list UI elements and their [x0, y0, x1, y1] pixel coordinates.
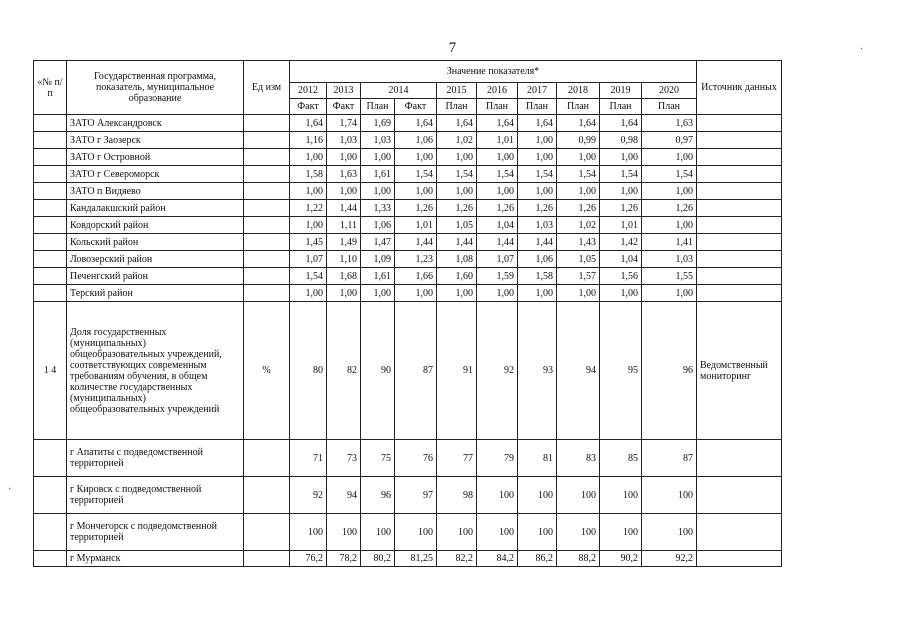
- table-row: [34, 268, 782, 285]
- value-cell: 1,44: [395, 234, 437, 251]
- year-header: 2013: [327, 83, 361, 99]
- row-unit: [244, 268, 290, 285]
- row-name: г Мурманск: [67, 551, 244, 567]
- type-header: Факт: [327, 99, 361, 115]
- value-cell: 1,61: [361, 268, 395, 285]
- row-num: [34, 234, 67, 251]
- value-cell: 1,60: [437, 268, 477, 285]
- value-cell: 100: [477, 477, 518, 514]
- value-cell: 1,22: [290, 200, 327, 217]
- value-cell: 1,03: [518, 217, 557, 234]
- year-header: 2014: [361, 83, 437, 99]
- row-name: ЗАТО г Островной: [67, 149, 244, 166]
- row-num: [34, 183, 67, 200]
- row-unit: [244, 551, 290, 567]
- table-row: [34, 477, 782, 514]
- value-cell: 1,69: [361, 115, 395, 132]
- row-source: [697, 115, 782, 132]
- table-row: [34, 514, 782, 551]
- value-cell: 1,00: [518, 183, 557, 200]
- year-header: 2020: [642, 83, 697, 99]
- value-cell: 1,63: [327, 166, 361, 183]
- value-cell: 97: [395, 477, 437, 514]
- table-row: [34, 251, 782, 268]
- value-cell: 1,26: [437, 200, 477, 217]
- value-cell: 1,00: [437, 285, 477, 302]
- value-cell: 1,00: [642, 183, 697, 200]
- value-cell: 1,26: [557, 200, 600, 217]
- value-cell: 1,16: [290, 132, 327, 149]
- value-cell: 1,64: [557, 115, 600, 132]
- row-unit: [244, 514, 290, 551]
- type-header: Факт: [290, 99, 327, 115]
- row-num: [34, 440, 67, 477]
- value-cell: 1,26: [600, 200, 642, 217]
- row-name: ЗАТО Александровск: [67, 115, 244, 132]
- value-cell: 1,43: [557, 234, 600, 251]
- row-source: [697, 132, 782, 149]
- value-cell: 1,54: [437, 166, 477, 183]
- row-source: [697, 166, 782, 183]
- value-cell: 1,58: [290, 166, 327, 183]
- value-cell: 85: [600, 440, 642, 477]
- value-cell: 1,54: [477, 166, 518, 183]
- value-cell: 1,00: [518, 285, 557, 302]
- value-cell: 1,00: [290, 285, 327, 302]
- row-num: [34, 200, 67, 217]
- value-cell: 95: [600, 302, 642, 440]
- value-cell: 1,00: [518, 132, 557, 149]
- row-num: [34, 132, 67, 149]
- value-cell: 1,57: [557, 268, 600, 285]
- value-cell: 80,2: [361, 551, 395, 567]
- value-cell: 1,00: [361, 183, 395, 200]
- indicator-table: [33, 60, 782, 567]
- value-cell: 1,64: [437, 115, 477, 132]
- value-cell: 1,26: [395, 200, 437, 217]
- value-cell: 1,64: [477, 115, 518, 132]
- value-cell: 1,54: [600, 166, 642, 183]
- table-row: [34, 200, 782, 217]
- row-num: [34, 514, 67, 551]
- header-unit: Ед изм: [244, 61, 290, 115]
- value-cell: 1,10: [327, 251, 361, 268]
- value-cell: 1,44: [437, 234, 477, 251]
- value-cell: 100: [642, 514, 697, 551]
- row-unit: [244, 251, 290, 268]
- value-cell: 1,54: [395, 166, 437, 183]
- value-cell: 1,26: [642, 200, 697, 217]
- row-num: [34, 149, 67, 166]
- value-cell: 1,11: [327, 217, 361, 234]
- row-unit: [244, 477, 290, 514]
- row-unit: [244, 149, 290, 166]
- type-header: План: [477, 99, 518, 115]
- value-cell: 100: [600, 477, 642, 514]
- value-cell: 1,54: [290, 268, 327, 285]
- value-cell: 1,03: [327, 132, 361, 149]
- table-row: [34, 302, 782, 440]
- header-num: «№ п/п: [34, 61, 67, 115]
- value-cell: 1,33: [361, 200, 395, 217]
- value-cell: 1,00: [600, 285, 642, 302]
- value-cell: 80: [290, 302, 327, 440]
- row-source: [697, 514, 782, 551]
- type-header: План: [642, 99, 697, 115]
- value-cell: 100: [518, 514, 557, 551]
- value-cell: 1,45: [290, 234, 327, 251]
- table-row: [34, 115, 782, 132]
- type-header: План: [437, 99, 477, 115]
- value-cell: 1,00: [518, 149, 557, 166]
- value-cell: 82,2: [437, 551, 477, 567]
- row-num: [34, 166, 67, 183]
- value-cell: 1,64: [395, 115, 437, 132]
- value-cell: 1,00: [395, 149, 437, 166]
- value-cell: 77: [437, 440, 477, 477]
- table-row: [34, 166, 782, 183]
- value-cell: 1,64: [290, 115, 327, 132]
- value-cell: 1,49: [327, 234, 361, 251]
- value-cell: 1,56: [600, 268, 642, 285]
- value-cell: 1,54: [557, 166, 600, 183]
- value-cell: 87: [642, 440, 697, 477]
- year-header: 2016: [477, 83, 518, 99]
- row-name: Терский район: [67, 285, 244, 302]
- value-cell: 84,2: [477, 551, 518, 567]
- value-cell: 1,74: [327, 115, 361, 132]
- value-cell: 1,00: [395, 285, 437, 302]
- value-cell: 1,00: [437, 149, 477, 166]
- row-source: [697, 217, 782, 234]
- row-unit: [244, 115, 290, 132]
- row-name: Ловозерский район: [67, 251, 244, 268]
- value-cell: 0,98: [600, 132, 642, 149]
- row-source: [697, 251, 782, 268]
- value-cell: 83: [557, 440, 600, 477]
- value-cell: 100: [437, 514, 477, 551]
- value-cell: 1,63: [642, 115, 697, 132]
- row-source: [697, 477, 782, 514]
- value-cell: 1,61: [361, 166, 395, 183]
- header-source: Источник данных: [697, 61, 782, 115]
- value-cell: 1,64: [600, 115, 642, 132]
- value-cell: 1,07: [477, 251, 518, 268]
- row-num: [34, 251, 67, 268]
- value-cell: 1,01: [477, 132, 518, 149]
- row-name: Ковдорский район: [67, 217, 244, 234]
- value-cell: 1,01: [600, 217, 642, 234]
- value-cell: 1,00: [290, 217, 327, 234]
- row-unit: [244, 234, 290, 251]
- row-source: [697, 200, 782, 217]
- value-cell: 1,03: [642, 251, 697, 268]
- value-cell: 96: [642, 302, 697, 440]
- value-cell: 1,00: [600, 149, 642, 166]
- table-row: [34, 217, 782, 234]
- value-cell: 75: [361, 440, 395, 477]
- value-cell: 1,00: [557, 149, 600, 166]
- value-cell: 1,00: [642, 149, 697, 166]
- row-source: [697, 234, 782, 251]
- value-cell: 1,09: [361, 251, 395, 268]
- value-cell: 1,00: [361, 285, 395, 302]
- value-cell: 100: [361, 514, 395, 551]
- table-row: [34, 183, 782, 200]
- value-cell: 100: [600, 514, 642, 551]
- value-cell: 1,54: [642, 166, 697, 183]
- value-cell: 73: [327, 440, 361, 477]
- type-header: План: [518, 99, 557, 115]
- row-name: г Апатиты с подведомственной территорией: [67, 440, 244, 477]
- value-cell: 1,26: [477, 200, 518, 217]
- value-cell: 92,2: [642, 551, 697, 567]
- value-cell: 1,06: [518, 251, 557, 268]
- value-cell: 1,68: [327, 268, 361, 285]
- type-header: План: [361, 99, 395, 115]
- page-number: 7: [448, 40, 457, 56]
- row-name: г Мончегорск с подведомственной территорией: [67, 514, 244, 551]
- row-unit: [244, 440, 290, 477]
- row-num: [34, 115, 67, 132]
- value-cell: 1,00: [477, 285, 518, 302]
- row-unit: [244, 217, 290, 234]
- value-cell: 100: [642, 477, 697, 514]
- value-cell: 1,00: [477, 149, 518, 166]
- value-cell: 1,06: [395, 132, 437, 149]
- value-cell: 94: [557, 302, 600, 440]
- value-cell: 90: [361, 302, 395, 440]
- value-cell: 1,00: [395, 183, 437, 200]
- value-cell: 78,2: [327, 551, 361, 567]
- row-name: Печенгский район: [67, 268, 244, 285]
- value-cell: 93: [518, 302, 557, 440]
- row-num: [34, 217, 67, 234]
- row-num: [34, 477, 67, 514]
- value-cell: 1,00: [327, 183, 361, 200]
- value-cell: 1,07: [290, 251, 327, 268]
- type-header: План: [600, 99, 642, 115]
- row-name: Кольский район: [67, 234, 244, 251]
- value-cell: 1,58: [518, 268, 557, 285]
- row-num: [34, 285, 67, 302]
- row-name: Кандалакшский район: [67, 200, 244, 217]
- table-row: [34, 285, 782, 302]
- row-num: [34, 551, 67, 567]
- header-program: Государственная программа, показатель, муниципальное образование: [67, 61, 244, 115]
- row-source: [697, 268, 782, 285]
- value-cell: 1,00: [600, 183, 642, 200]
- value-cell: 81: [518, 440, 557, 477]
- value-cell: 76: [395, 440, 437, 477]
- value-cell: 1,44: [477, 234, 518, 251]
- value-cell: 100: [290, 514, 327, 551]
- value-cell: 100: [477, 514, 518, 551]
- row-name: г Кировск с подведомственной территорией: [67, 477, 244, 514]
- header-value-group: Значение показателя*: [290, 61, 697, 83]
- value-cell: 86,2: [518, 551, 557, 567]
- value-cell: 100: [557, 477, 600, 514]
- value-cell: 1,55: [642, 268, 697, 285]
- value-cell: 1,59: [477, 268, 518, 285]
- value-cell: 1,05: [437, 217, 477, 234]
- value-cell: 100: [518, 477, 557, 514]
- row-name: ЗАТО г Заозерск: [67, 132, 244, 149]
- table-row: [34, 234, 782, 251]
- row-name: ЗАТО п Видяево: [67, 183, 244, 200]
- value-cell: 1,05: [557, 251, 600, 268]
- value-cell: 82: [327, 302, 361, 440]
- value-cell: 1,00: [642, 217, 697, 234]
- row-source: Ведомственный мониторинг: [697, 302, 782, 440]
- value-cell: 1,01: [395, 217, 437, 234]
- value-cell: 100: [557, 514, 600, 551]
- value-cell: 1,54: [518, 166, 557, 183]
- value-cell: 88,2: [557, 551, 600, 567]
- value-cell: 96: [361, 477, 395, 514]
- value-cell: 1,66: [395, 268, 437, 285]
- year-header: 2018: [557, 83, 600, 99]
- value-cell: 76,2: [290, 551, 327, 567]
- row-unit: [244, 183, 290, 200]
- value-cell: 81,25: [395, 551, 437, 567]
- row-name: Доля государственных (муниципальных) общеобразовательных учреждений, соответствующих современным требованиям обучения, в общем количестве государственных (муниципальных) общеобразовательных учреждений: [67, 302, 244, 440]
- row-unit: [244, 200, 290, 217]
- value-cell: 1,23: [395, 251, 437, 268]
- value-cell: 87: [395, 302, 437, 440]
- value-cell: 0,99: [557, 132, 600, 149]
- row-num: [34, 268, 67, 285]
- value-cell: 1,47: [361, 234, 395, 251]
- value-cell: 98: [437, 477, 477, 514]
- value-cell: 1,42: [600, 234, 642, 251]
- value-cell: 1,02: [437, 132, 477, 149]
- row-source: [697, 183, 782, 200]
- value-cell: 1,04: [477, 217, 518, 234]
- table-row: [34, 132, 782, 149]
- row-unit: [244, 285, 290, 302]
- value-cell: 1,03: [361, 132, 395, 149]
- value-cell: 1,00: [642, 285, 697, 302]
- value-cell: 1,00: [477, 183, 518, 200]
- row-source: [697, 149, 782, 166]
- year-header: 2017: [518, 83, 557, 99]
- value-cell: 1,00: [361, 149, 395, 166]
- value-cell: 90,2: [600, 551, 642, 567]
- value-cell: 1,00: [557, 285, 600, 302]
- table-body: [34, 115, 782, 567]
- value-cell: 0,97: [642, 132, 697, 149]
- table-row: [34, 551, 782, 567]
- value-cell: 1,08: [437, 251, 477, 268]
- value-cell: 94: [327, 477, 361, 514]
- value-cell: 71: [290, 440, 327, 477]
- table-row: [34, 149, 782, 166]
- value-cell: 1,41: [642, 234, 697, 251]
- type-header: Факт: [395, 99, 437, 115]
- value-cell: 92: [290, 477, 327, 514]
- value-cell: 1,02: [557, 217, 600, 234]
- value-cell: 1,04: [600, 251, 642, 268]
- row-num: 1 4: [34, 302, 67, 440]
- row-unit: [244, 166, 290, 183]
- value-cell: 1,00: [290, 149, 327, 166]
- value-cell: 91: [437, 302, 477, 440]
- value-cell: 100: [395, 514, 437, 551]
- value-cell: 1,64: [518, 115, 557, 132]
- year-header: 2015: [437, 83, 477, 99]
- value-cell: 100: [327, 514, 361, 551]
- value-cell: 1,00: [327, 285, 361, 302]
- value-cell: 1,44: [327, 200, 361, 217]
- row-unit: %: [244, 302, 290, 440]
- value-cell: 1,44: [518, 234, 557, 251]
- value-cell: 92: [477, 302, 518, 440]
- type-header: План: [557, 99, 600, 115]
- row-source: [697, 551, 782, 567]
- value-cell: 1,06: [361, 217, 395, 234]
- year-header: 2012: [290, 83, 327, 99]
- row-source: [697, 285, 782, 302]
- row-name: ЗАТО г Североморск: [67, 166, 244, 183]
- year-header: 2019: [600, 83, 642, 99]
- value-cell: 1,26: [518, 200, 557, 217]
- value-cell: 79: [477, 440, 518, 477]
- table-row: [34, 440, 782, 477]
- row-unit: [244, 132, 290, 149]
- value-cell: 1,00: [290, 183, 327, 200]
- value-cell: 1,00: [557, 183, 600, 200]
- value-cell: 1,00: [437, 183, 477, 200]
- value-cell: 1,00: [327, 149, 361, 166]
- row-source: [697, 440, 782, 477]
